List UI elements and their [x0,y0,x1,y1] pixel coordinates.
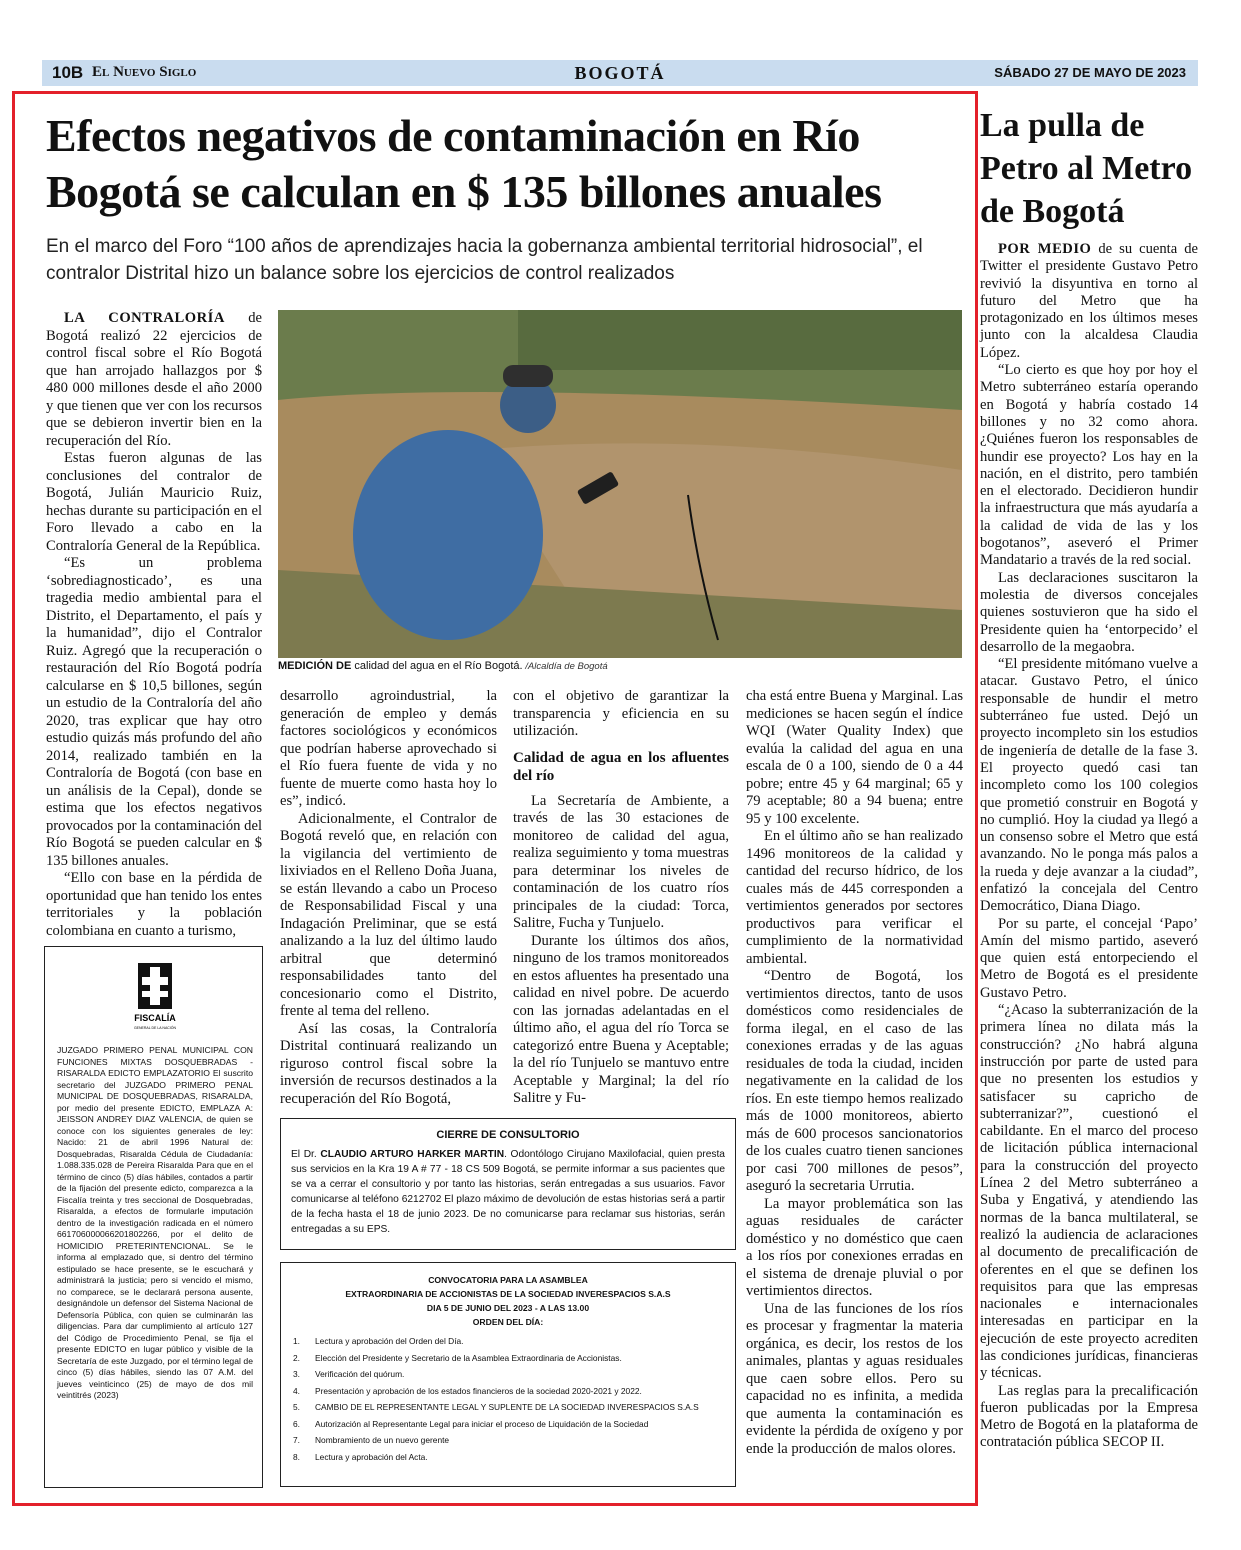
section-title: BOGOTÁ [574,63,666,83]
paragraph: “El presidente mitómano vuelve a atacar. Gustavo Petro, el único responsable de hundir el metro subterráneo fue usted. Dejó un proyecto incompleto sin los estudios de ingeniería de detalle de la fase 3. El proyecto quedó casi tan incompleto como los 100 colegios que prometió construir en Bogotá y no cumplió. Hoy la ciudad ya llegó a un consenso sobre el Metro que está avanzando. No le ponga más palos a la rueda y deje avanzar a la ciudad”, enfatizó la concejala del Centro Democrático, Diana Diago. [980,656,1198,915]
list-item: 2. Elección del Presidente y Secretario de la Asamblea Extraordinaria de Accionistas. [293,1352,622,1363]
notice-heading-4: ORDEN DEL DÍA: [472,1317,544,1327]
paragraph: Adicionalmente, el Contralor de Bogotá reveló que, en relación con la vigilancia del vertimiento de lixiviados en el Relleno Doña Juana, se están llevando a cabo un Proceso de Responsabilidad Fiscal y una Indagación Preliminar, que se está analizando a la luz del último laudo arbitral que determinó responsabilidades tanto del concesionario como el Distrito, frente al tema del relleno. [280,810,497,1019]
legal-notice-text: JUZGADO PRIMERO PENAL MUNICIPAL CON FUNCIONES MIXTAS DOSQUEBRADAS - RISARALDA EDICTO EMPLAZATORIO El suscrito secretario del JUZGADO PRIMERO PENAL MUNICIPAL DE DOSQUEBRADAS, RISARALDA, por medio del presente EDICTO, EMPLAZA A: JEISSON ANDREY DIAZ VALENCIA, de quien se conoce con los siguientes generales de ley: Nacido: 21 de abril 1996 Natural de: Dosquebradas, Risaralda Cédula de Ciudadanía: 1.088.335.028 de Pereira Risaralda Para que en el término de cinco (5) días hábiles, contados a partir de la fijación del presente edicto, comparezca a la Fiscalía treinta y tres seccional de Dosquebradas, Risaralda, a efectos de formularle imputación dentro de la investigación radicada en el número 661706000066201802266, por el delito de HOMICIDIO PRETERINTENCIONAL. Se le informa al emplazado que, si dentro del término estipulado se hace presente, se le escuchará y administrará la justicia; pero si vencido el mismo, no comparece, se le declarará persona ausente, designándole un defensor del Sistema Nacional de Defensoría Pública, con quien se culminarán las diligencias. Para dar cumplimiento al artículo 127 del Código de Procedimiento Penal, se fija el presente EDICTO en lugar público y visible de la Secretaría de este Juzgado, por el término legal de cinco (5) días hábiles, siendo las 07 A.M. del jueves veinticinco (25) de mayo de dos mil veintitrés (2023) [57,1045,253,1400]
river-scene-image [278,310,962,658]
notice-heading-3: DIA 5 DE JUNIO DEL 2023 - A LAS 13.00 [426,1303,590,1313]
lead-word: LA CONTRALORÍA [64,310,225,326]
sidebar-headline: La pulla de Petro al Metro de Bogotá [980,107,1193,230]
list-item: 6. Autorización al Representante Legal para iniciar el proceso de Liquidación de la Sociedad [293,1418,649,1429]
notice-prefix: El Dr. [291,1149,321,1160]
paragraph: Estas fueron algunas de las conclusiones del contralor de Bogotá, Julián Mauricio Ruiz, hechas durante su participación en el Foro llevado a cabo en la Contraloría General de la República. [46,450,262,554]
paragraph: cha está entre Buena y Marginal. Las mediciones se hacen según el índice WQI (Water Quality Index) que evalúa la calidad del agua en una escala de 0 a 100, siendo de 0 a 44 pobre; entre 45 y 64 marginal; 65 y 79 aceptable; 80 a 94 buena; entre 95 y 100 excelente. [746,688,963,827]
photo-caption [278,660,962,672]
asamblea-notice-box [280,1262,736,1487]
article-column-4 [746,688,963,1458]
paragraph [46,310,262,450]
fiscalia-emblem-icon [130,959,180,1039]
article-column-1 [46,310,262,940]
paragraph: “Es un problema ‘sobrediagnosticado’, es una tragedia medio ambiental para el Distrito, el Departamento, el país y la humanidad”, dijo el Contralor Ruiz. Agregó que la recuperación o restauración del Río Bogotá podría calcularse en $ 10,5 billones, según un estudio de la Contraloría del año 2020, tras explicar que hay otro estudio quizás más profundo del año 2014, realizado también en la Contraloría de Bogotá (con base en un análisis de la Cepal), donde se estima que los efectos negativos provocados por la contaminación del Río Bogotá se pueden calcular en $ 135 billones anuales. [46,555,262,869]
list-item: 5. CAMBIO DE EL REPRESENTANTE LEGAL Y SUPLENTE DE LA SOCIEDAD INVERESPACIOS S.A.S [293,1402,699,1412]
paragraph [980,241,1198,362]
doctor-name: CLAUDIO ARTURO HARKER MARTIN [320,1149,505,1160]
consultorio-notice-box [280,1118,736,1250]
list-item: 8. Lectura y aprobación del Acta. [293,1451,428,1462]
paragraph: con el objetivo de garantizar la transparencia y eficiencia en su utilización. [513,688,729,739]
photo-credit: /Alcaldía de Bogotá [522,661,608,672]
list-item: 4. Presentación y aprobación de los estados financieros de la sociedad 2020-2021 y 2022. [293,1385,642,1396]
article-column-2 [280,688,497,1108]
logo-label: FISCALÍA [134,1013,176,1023]
article-headline: Efectos negativos de contaminación en Río Bogotá se calculan en $ 135 billones anuales [46,110,882,217]
paragraph: Así las cosas, la Contraloría Distrital continuará realizando un riguroso control fiscal sobre la inversión de recursos destinados a la recuperación del Río Bogotá, [280,1020,497,1107]
paragraph: Por su parte, el concejal ‘Papo’ Amín del mismo partido, aseveró que quien está entorpeciendo el Metro de Bogotá es el presidente Gustavo Petro. [980,915,1198,1001]
notice-heading-1: CONVOCATORIA PARA LA ASAMBLEA [428,1275,588,1285]
river-photo [278,310,962,658]
paragraph: “Ello con base en la pérdida de oportunidad que han tenido los entes territoriales y la población colombiana en cuanto a turismo, [46,870,262,939]
fiscalia-logo [130,959,180,1039]
paragraph: “¿Acaso la subterranización de la primera línea no dilata más la construcción? ¿No habrá alguna instrucción por parte de usted para que no presenten los estudios y satisfacer su capricho de subterranizar?”, cuestionó el cabildante. En el marco del proceso de licitación pública internacional para la construcción del proyecto Línea 2 del Metro subterráneo a Suba y Engativá, y atendiendo las normas de la banca multilateral, se realizó la audiencia de aclaraciones al documento de precalificación de oferentes en el que se definen los requisitos para que las empresas nacionales e internacionales interesadas en participar en la ejecución de este proyecto acrediten las condiciones jurídicas, financieras y técnicas. [980,1002,1198,1382]
notice-heading-2: EXTRAORDINARIA DE ACCIONISTAS DE LA SOCIEDAD INVERESPACIOS S.A.S [345,1289,671,1299]
section-subtitle: Calidad de agua en los afluentes del río [513,749,729,784]
notice-text: . Odontólogo Cirujano Maxilofacial, quien presta sus servicios en la Kra 19 A # 77 - 18 CS 509 Bogotá, se permite informar a sus pacientes que se va a cerrar el consultorio y por tanto las historias, serán entregadas a sus usuarios. Favor comunicarse al teléfono 6212702 El plazo máximo de devolución de estas historias será a partir de la fecha hasta el 18 de junio 2023. De no comunicarse para reclamar sus historias, serán entregadas a su EPS. [291,1149,725,1235]
paragraph: “Dentro de Bogotá, los vertimientos directos, tanto de usos domésticos como residenciales de forma ilegal, en el caso de las conexiones erradas y de las aguas residuales de toda la ciudad, inciden negativamente en la calidad de los ríos. En este tiempo hemos realizado más de 1000 monitoreos, abierto más de 600 procesos sancionatorios de los cuales cuatro tienen sanciones por casi 700 millones de pesos”, aseguró la secretaria Urrutia. [746,968,963,1194]
notice-body [291,1147,725,1237]
paragraph: Las declaraciones suscitaron la molestia de diversos concejales quienes sostuvieron que ha sido el Presidente quien ha ‘entorpecido’ el desarrollo de la megaobra. [980,569,1198,655]
caption-lead: MEDICIÓN DE [278,660,352,672]
list-item: 1. Lectura y aprobación del Orden del Día. [293,1336,464,1346]
paragraph: “Lo cierto es que hoy por hoy el Metro subterráneo estaría operando en Bogotá y habría costado 14 billones y no 32 como ahora. ¿Quiénes fueron los responsables de hundir ese proyecto? Los hay en la nación, en el distrito, pero también en el electorado. Decidieron hundir la infraestructura que más ayudaría a la calidad de vida de las y los bogotanos”, aseveró el Primer Mandatario a través de la red social. [980,362,1198,569]
paragraph-text: de su cuenta de Twitter el presidente Gustavo Petro revivió la disyuntiva en torno al futuro del Metro que ha protagonizado en los últimos meses junto con la alcaldesa Claudia López. [980,241,1198,361]
logo-sublabel: GENERAL DE LA NACIÓN [133,1026,177,1030]
newspaper-name: El Nuevo Siglo [92,64,197,80]
agenda-list [293,1333,735,1465]
page-header-bar [42,60,1198,86]
lead-word: POR MEDIO [998,241,1092,257]
notice-title: CIERRE DE CONSULTORIO [436,1129,580,1141]
list-item: 3. Verificación del quórum. [293,1369,405,1379]
legal-notice-box [44,946,263,1488]
paragraph: En el último año se han realizado 1496 monitoreos de la calidad y cantidad del recurso hídrico, de los cuales más de 445 corresponden a vertimientos generados por sectores productivos para verificar el cumplimiento de la normatividad ambiental. [746,828,963,967]
list-item: 7. Nombramiento de un nuevo gerente [293,1435,450,1445]
article-column-3 [513,688,729,1108]
paragraph: Una de las funciones de los ríos es procesar y fragmentar la materia orgánica, es decir, los restos de los animales, plantas y aguas residuales que caen sobre ellos. Pero su capacidad no es infinita, a medida que aumenta la contaminación es evidente la pérdida de oxígeno y por ende la producción de malos olores. [746,1300,963,1457]
paragraph: La Secretaría de Ambiente, a través de las 30 estaciones de monitoreo de calidad del agua, realiza seguimiento y toma muestras para determinar los niveles de contaminación de los cuatro ríos principales de la ciudad: Torca, Salitre, Fucha y Tunjuelo. [513,792,729,931]
sidebar-article-body [980,241,1198,1452]
issue-date: SÁBADO 27 DE MAYO DE 2023 [994,65,1186,80]
paragraph: desarrollo agroindustrial, la generación de empleo y demás factores sociológicos y económicos que podrían haberse aprovechado si el Río fuera fuente de vida y no fuente de muerte como hasta hoy lo es”, indicó. [280,688,497,809]
paragraph-text: de Bogotá realizó 22 ejercicios de control fiscal sobre el Río Bogotá que han arrojado hallazgos por $ 480 000 millones desde el año 2000 y que tienen que ver con los recursos que se debieron invertir bien en la recuperación del Río. [46,310,262,449]
paragraph: La mayor problemática son las aguas residuales de carácter doméstico y no doméstico que caen a los ríos por conexiones erradas en el sistema de drenaje pluvial o por vertimientos directos. [746,1195,963,1299]
article-subhead: En el marco del Foro “100 años de aprendizajes hacia la gobernanza ambiental territorial hidrosocial”, el contralor Distrital hizo un balance sobre los ejercicios de control realizados [46,236,923,284]
paragraph: Las reglas para la precalificación fueron publicadas por la Empresa Metro de Bogotá en la plataforma de contratación pública SECOP II. [980,1382,1198,1451]
page-number: 10B [52,63,84,82]
caption-text: calidad del agua en el Río Bogotá. [351,660,523,672]
paragraph: Durante los últimos dos años, ninguno de los tramos monitoreados en estos afluentes ha presentado una calidad en nivel pobre. De acuerdo con las jornadas adelantadas en el último año, el agua del río Torca se categorizó entre Buena y Aceptable; la del río Tunjuelo se mantuvo entre Aceptable y Marginal; la del río Salitre y Fu- [513,932,729,1106]
